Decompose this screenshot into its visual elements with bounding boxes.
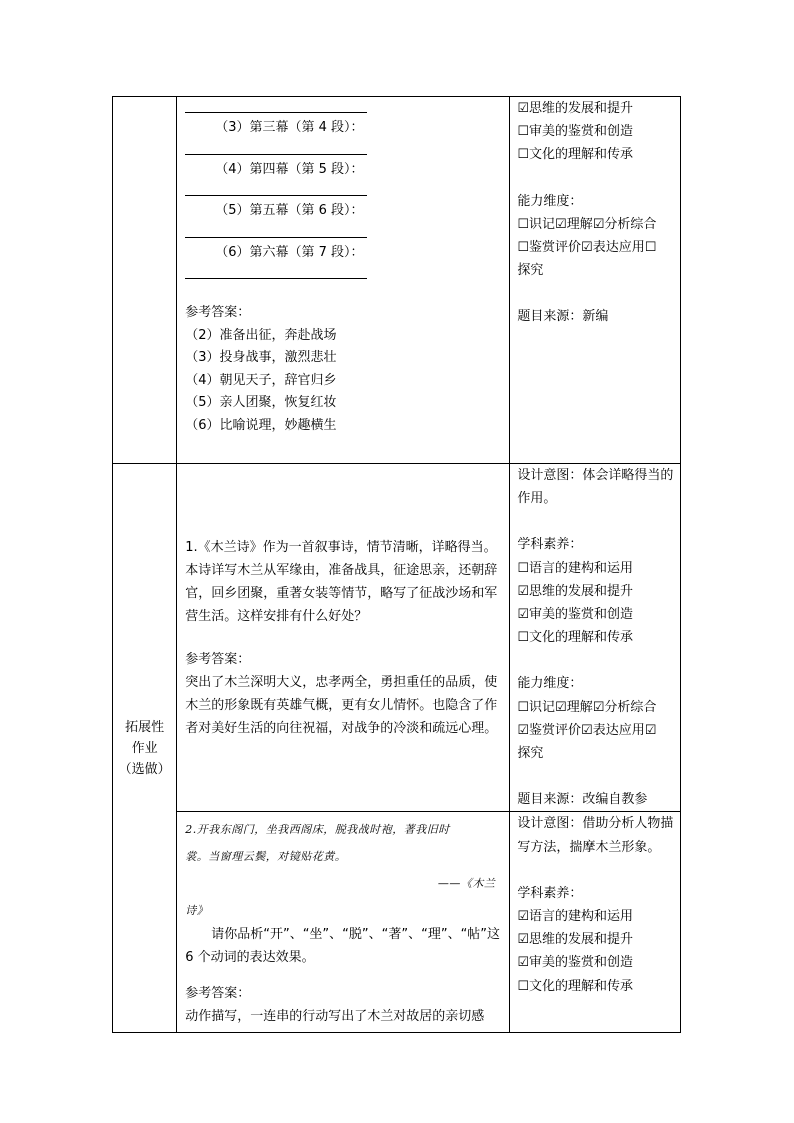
question-cell: [177, 97, 510, 464]
blank-prompt: （3）第三幕（第 4 段）：: [215, 120, 364, 135]
question-text: 请你品析“开”、“坐”、“脱”、“著”、“理”、“帖”这 6 个动词的表达效果。: [185, 927, 501, 965]
answer-label: 参考答案：: [185, 651, 251, 667]
category-label: （选做）: [118, 761, 171, 777]
blank-prompt: （6）第六幕（第 7 段）：: [215, 244, 364, 260]
literacy-item: ☑思维的发展和提升: [517, 932, 634, 948]
ability-item: ☐识记☑理解☑分析综合: [517, 699, 657, 715]
question-text: 1.《木兰诗》作为一首叙事诗，情节清晰，详略得当。本诗详写木兰从军缘由，准备战具，征途思亲，还朝辞官，回乡团聚，重著女装等情节，略写了征战沙场和军营生活。这样安排有什么好处？: [185, 539, 498, 624]
blank-prompt: （5）第五幕（第 6 段）：: [215, 203, 364, 218]
poem-source: ——《木兰: [437, 877, 496, 891]
source-text: 题目来源：新编: [517, 309, 609, 325]
literacy-item: ☑审美的鉴赏和创造: [517, 955, 634, 971]
ability-item: ☐识记☑理解☑分析综合: [517, 216, 657, 232]
answer-line: （5）亲人团聚，恢复红妆: [185, 395, 337, 410]
ability-item: 探究: [517, 263, 544, 279]
ability-item: ☑鉴赏评价☑表达应用☑: [517, 722, 657, 738]
category-cell: [113, 464, 177, 1033]
literacy-label: 学科素养：: [517, 537, 583, 553]
blank-line: [185, 264, 367, 279]
ability-item: ☐鉴赏评价☑表达应用☐: [517, 240, 657, 256]
design-cell: [510, 812, 681, 1033]
poem-line: 裳。当窗理云鬓，对镜贴花黄。: [185, 850, 347, 864]
poem-source: 诗》: [185, 904, 209, 918]
answer-label: 参考答案：: [185, 305, 251, 320]
blank-line: [185, 181, 367, 196]
literacy-item: ☐文化的理解和传承: [517, 630, 634, 646]
design-intent: 设计意图：体会详略得当的作用。: [517, 468, 674, 507]
blank-prompt: （4）第四幕（第 5 段）：: [215, 161, 364, 177]
design-cell: [510, 464, 681, 812]
blank-line: [185, 140, 367, 155]
question-cell: [177, 464, 510, 812]
ability-item: 探究: [517, 746, 544, 762]
design-intent: 设计意图：借助分析人物描写方法，揣摩木兰形象。: [517, 816, 674, 855]
answer-line: （3）投身战事，激烈悲壮: [185, 350, 337, 365]
category-label: 作业: [131, 740, 158, 756]
answer-text: 动作描写，一连串的行动写出了木兰对故居的亲切感: [185, 1008, 485, 1024]
literacy-item: ☑审美的鉴赏和创造: [517, 607, 634, 623]
homework-table: [112, 96, 681, 1033]
literacy-item: ☐文化的理解和传承: [517, 147, 634, 163]
source-text: 题目来源：改编自教参: [517, 792, 648, 808]
answer-line: （4）朝见天子，辞官归乡: [185, 372, 337, 388]
answer-label: 参考答案：: [185, 986, 251, 1002]
answer-line: （2）准备出征，奔赴战场: [185, 327, 337, 343]
answer-text: 突出了木兰深明大义，忠孝两全，勇担重任的品质，使木兰的形象既有英雄气概，更有女儿情怀。也隐含了作者对美好生活的向往祝福，对战争的冷淡和疏远心理。: [185, 674, 498, 736]
literacy-item: ☑语言的建构和运用: [517, 909, 634, 925]
question-cell: [177, 812, 510, 1033]
category-label: 拓展性: [125, 719, 165, 735]
literacy-item: ☐文化的理解和传承: [517, 978, 634, 994]
literacy-item: ☑思维的发展和提升: [517, 101, 634, 116]
literacy-item: ☐审美的鉴赏和创造: [517, 124, 634, 140]
table-row: [113, 97, 681, 464]
answer-line: （6）比喻说理，妙趣横生: [185, 417, 337, 433]
category-cell-empty: [113, 97, 177, 464]
table-row: [113, 464, 681, 812]
ability-label: 能力维度：: [517, 676, 583, 692]
blank-line: [185, 97, 367, 113]
literacy-label: 学科素养：: [517, 885, 583, 901]
table-row: [113, 812, 681, 1033]
literacy-item: ☑思维的发展和提升: [517, 583, 634, 599]
blank-line: [185, 223, 367, 238]
ability-label: 能力维度：: [517, 193, 583, 209]
design-cell: [510, 97, 681, 464]
literacy-item: ☐语言的建构和运用: [517, 560, 634, 576]
poem-line: 2.开我东阁门，坐我西阁床，脱我战时袍，著我旧时: [185, 823, 450, 837]
